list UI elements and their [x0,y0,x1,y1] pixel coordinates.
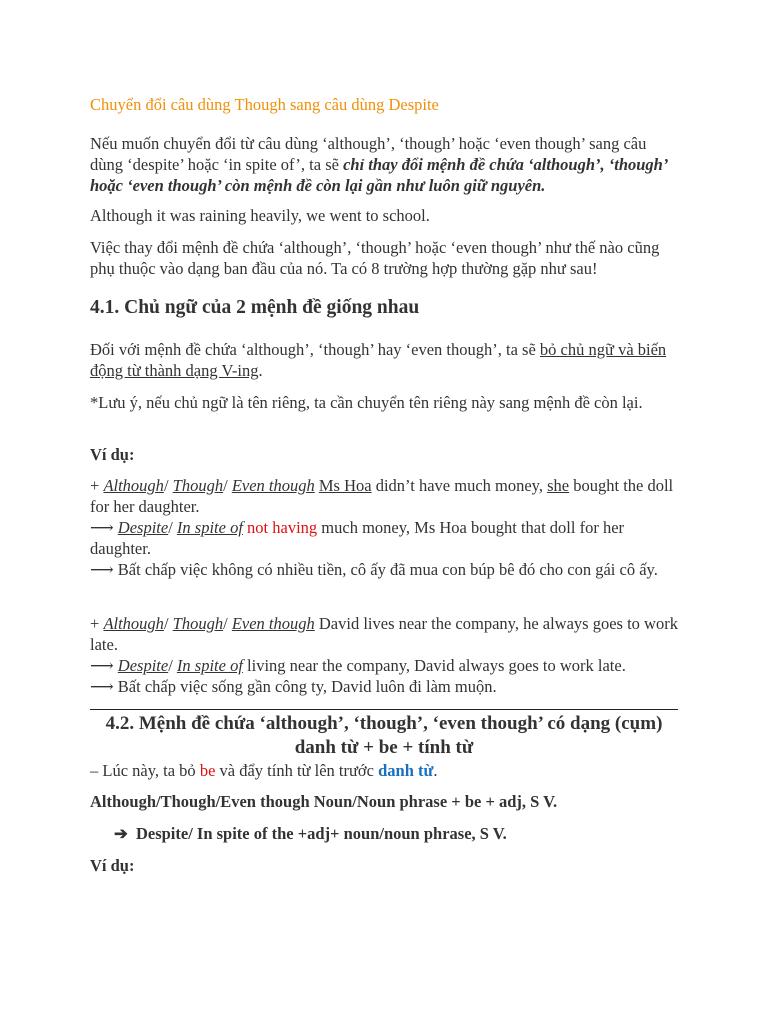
page-title: Chuyển đổi câu dùng Though sang câu dùng Despite [90,95,439,114]
formula-1: Although/Though/Even though Noun/Noun phrase + be + adj, S V. [90,792,558,811]
highlight-not-having: not having [242,518,318,537]
word-even-though: Even though [231,476,315,495]
arrow-icon: ⟶ [90,656,118,675]
rule-underlined: bỏ chủ ngữ và biến động từ thành dạng V-ing [90,340,667,380]
example-text: bought the doll for her daughter. [90,476,674,516]
intro-text: Nếu muốn chuyển đổi từ câu dùng ‘although’, ‘though’ hoặc ‘even though’ sang câu dùng ‘despite’ hoặc ‘in spite of’, ta sẽ [90,134,647,174]
example-label-1: Ví dụ: [90,445,135,464]
example-text: David lives near the company, he always goes to work late. [90,614,678,654]
formula-2 [114,823,680,844]
separator: / [168,518,177,537]
rule-text: Đối với mệnh đề chứa ‘although’, ‘though’ hay ‘even though’, ta sẽ [90,340,540,359]
formula-text: Despite/ In spite of the +adj+ noun/noun phrase, S V. [131,824,507,843]
subject-ms-hoa: Ms Hoa [318,476,372,495]
word-despite: Despite [117,518,169,537]
highlight-be: be [199,761,216,780]
plus-sign: + [90,614,104,633]
word-though: Though [172,476,224,495]
word-in-spite-of: In spite of [176,656,243,675]
intro-paragraph-2: Việc thay đổi mệnh đề chứa ‘although’, ‘though’ hoặc ‘even though’ như thế nào cũng phụ thuộc vào dạng ban đầu của nó. Ta có 8 trường hợp thường gặp như sau! [90,238,660,278]
rule-text: – Lúc này, ta bỏ [90,761,200,780]
subject-she: she [547,476,570,495]
example-text: much money, Ms Hoa bought that doll for her daughter. [90,518,625,558]
separator: / [223,614,232,633]
example-1 [90,475,680,580]
arrow-icon: ⟶ [90,677,118,696]
word-despite: Despite [117,656,169,675]
horizontal-divider [90,709,678,710]
section-4-2-rule [90,760,680,781]
word-in-spite-of: In spite of [176,518,243,537]
rule-text: và đẩy tính từ lên trước [215,761,379,780]
translation: Bất chấp việc sống gần công ty, David luôn đi làm muộn. [117,677,497,696]
separator: / [163,614,173,633]
intro-emphasis: chỉ thay đổi mệnh đề chứa ‘although’, ‘though’ hoặc ‘even though’ còn mệnh đề còn lại gần như luôn giữ nguyên. [90,155,668,195]
arrow-right-icon: ➔ [114,824,128,843]
section-4-1-heading: 4.1. Chủ ngữ của 2 mệnh đề giống nhau [90,297,420,318]
rule-end: . [258,361,263,380]
plus-sign: + [90,476,104,495]
example-text: didn’t have much money, [371,476,548,495]
word-although: Although [103,614,164,633]
intro-example: Although it was raining heavily, we went to school. [90,206,430,225]
translation: Bất chấp việc không có nhiều tiền, cô ấy đã mua con búp bê đó cho con gái cô ấy. [117,560,658,579]
separator: / [223,476,232,495]
separator: / [163,476,173,495]
rule-end: . [433,761,438,780]
example-2 [90,613,680,697]
intro-paragraph [90,133,680,196]
section-4-2-heading: 4.2. Mệnh đề chứa ‘although’, ‘though’, ‘even though’ có dạng (cụm) danh từ + be + tính từ [105,713,663,758]
separator: / [168,656,177,675]
word-though: Though [172,614,224,633]
word-although: Although [103,476,164,495]
highlight-danh-tu: danh từ [378,761,434,780]
example-label-2: Ví dụ: [90,856,135,875]
example-text: living near the company, David always goes to work late. [242,656,626,675]
arrow-icon: ⟶ [90,518,118,537]
arrow-icon: ⟶ [90,560,118,579]
word-even-though: Even though [231,614,315,633]
section-4-1-note: *Lưu ý, nếu chủ ngữ là tên riêng, ta cần chuyển tên riêng này sang mệnh đề còn lại. [90,393,643,412]
section-4-1-rule [90,339,680,381]
